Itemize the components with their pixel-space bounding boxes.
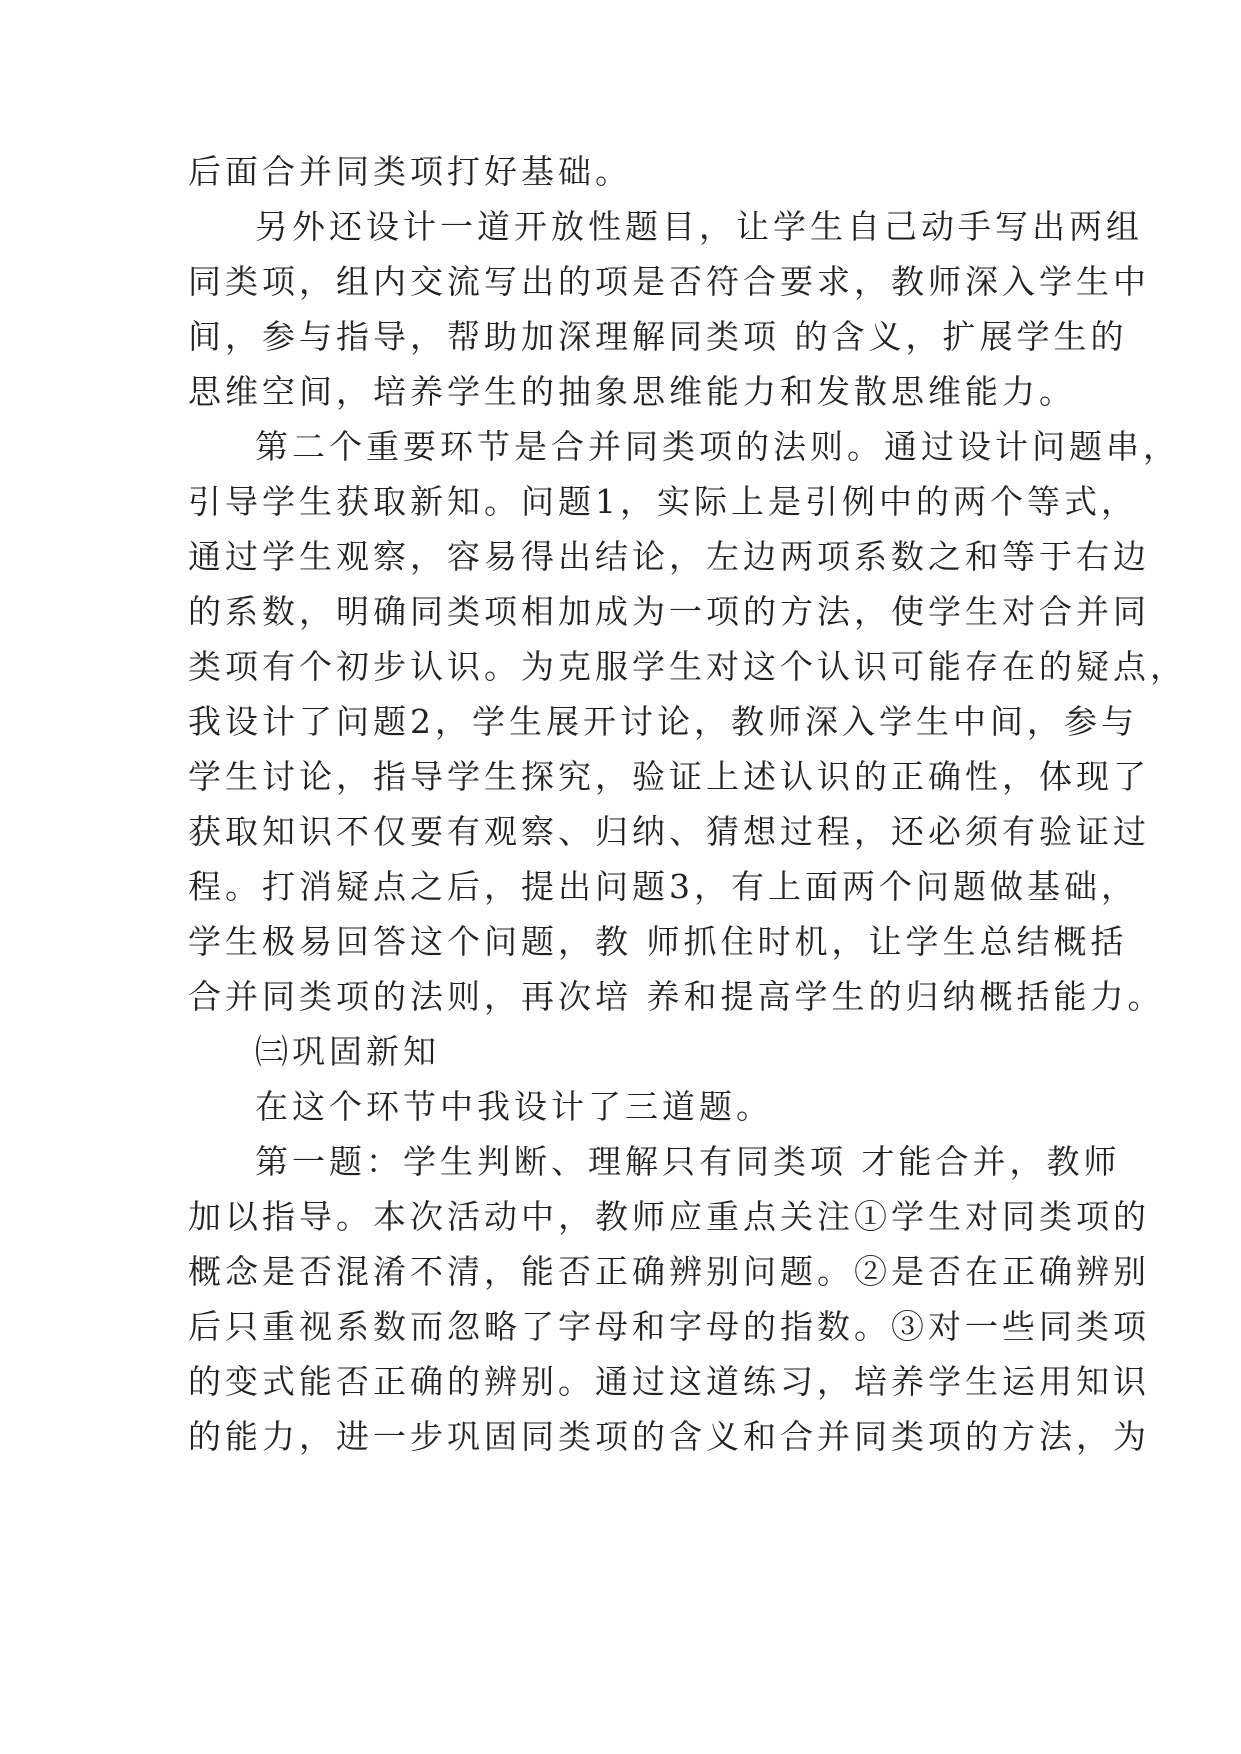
text-line-14: 程。打消疑点之后，提出问题3，有上面两个问题做基础， [188,867,1138,906]
text-line-2: 另外还设计一道开放性题目，让学生自己动手写出两组 [255,207,1143,246]
text-line-13: 获取知识不仅要有观察、归纳、猜想过程，还必须有验证过 [188,812,1150,851]
text-line-4: 间，参与指导，帮助加深理解同类项 的含义，扩展学生的 [188,317,1128,356]
text-line-12: 学生讨论，指导学生探究，验证上述认识的正确性，体现了 [188,757,1150,796]
text-line-10: 类项有个初步认识。为克服学生对这个认识可能存在的疑点， [188,647,1187,686]
text-line-8: 通过学生观察，容易得出结论，左边两项系数之和等于右边 [188,537,1150,576]
text-line-21: 概念是否混淆不清，能否正确辨别问题。②是否在正确辨别 [188,1252,1150,1291]
text-line-9: 的系数，明确同类项相加成为一项的方法，使学生对合并同 [188,592,1150,631]
text-line-6: 第二个重要环节是合并同类项的法则。通过设计问题串， [255,427,1180,466]
text-line-3: 同类项，组内交流写出的项是否符合要求，教师深入学生中 [188,262,1150,301]
text-line-22: 后只重视系数而忽略了字母和字母的指数。③对一些同类项 [188,1307,1150,1346]
text-line-7: 引导学生获取新知。问题1，实际上是引例中的两个等式， [188,482,1138,521]
text-line-18: 在这个环节中我设计了三道题。 [255,1087,773,1126]
text-line-16: 合并同类项的法则，再次培 养和提高学生的归纳概括能力。 [188,977,1165,1016]
text-line-20: 加以指导。本次活动中，教师应重点关注①学生对同类项的 [188,1197,1150,1236]
text-line-19: 第一题：学生判断、理解只有同类项 才能合并，教师 [255,1142,1121,1181]
text-line-5: 思维空间，培养学生的抽象思维能力和发散思维能力。 [188,372,1076,411]
section-heading: ㈢巩固新知 [255,1032,440,1071]
text-line-1: 后面合并同类项打好基础。 [188,152,632,191]
text-line-11: 我设计了问题2，学生展开讨论，教师深入学生中间，参与 [188,702,1138,741]
text-line-15: 学生极易回答这个问题，教 师抓住时机，让学生总结概括 [188,922,1128,961]
text-line-23: 的变式能否正确的辨别。通过这道练习，培养学生运用知识 [188,1362,1150,1401]
text-line-24: 的能力，进一步巩固同类项的含义和合并同类项的方法，为 [188,1417,1150,1456]
